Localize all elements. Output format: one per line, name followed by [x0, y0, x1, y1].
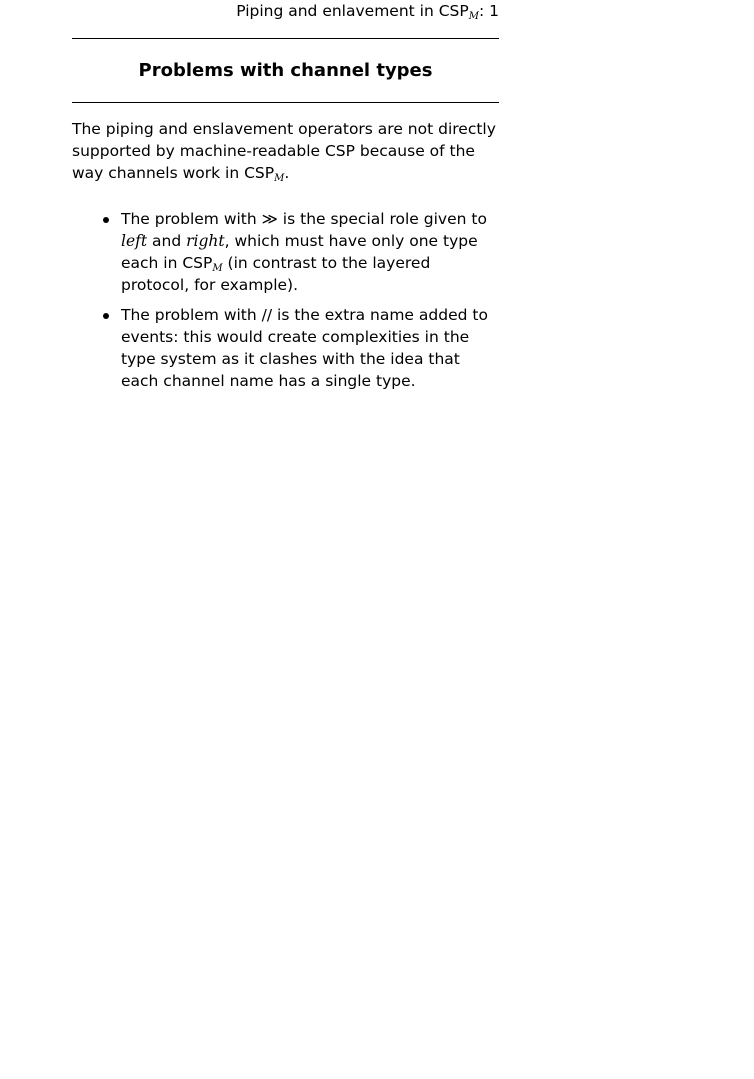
running-header-page-number: : 1 [478, 2, 499, 20]
title-rule-top [72, 38, 499, 39]
bullet-icon [103, 313, 109, 319]
list-item [72, 304, 499, 392]
running-header [236, 0, 499, 22]
bullet-text: is the special role given to [277, 210, 487, 228]
intro-subscript: M [274, 173, 285, 184]
intro-paragraph [72, 118, 499, 184]
running-header-subscript: M [468, 11, 479, 22]
bullet-text: and [147, 232, 187, 250]
bullet-text: (in contrast to the layered protocol, for example). [121, 254, 431, 294]
slide-title: Problems with channel types [138, 60, 433, 81]
left-channel-name: left [121, 232, 148, 250]
bullet-icon [103, 217, 109, 223]
piping-operator-symbol: ≫ [261, 210, 278, 228]
bullet-text: , which must have only one type each in CSP [121, 232, 478, 272]
intro-text-end: . [284, 164, 290, 182]
bullet-text: The problem with [121, 306, 262, 324]
list-item [72, 208, 499, 296]
bullet-text: is the extra name added to events: this would create complexities in the type system as it clashes with the idea that each channel name has a single type. [121, 306, 488, 390]
right-channel-name: right [186, 232, 225, 250]
running-header-text: Piping and enlavement in CSP [236, 2, 469, 20]
bullet-text: The problem with [121, 210, 262, 228]
intro-text: The piping and enslavement operators are not directly supported by machine-readable CSP because of the way channels work in CSP [72, 120, 496, 182]
title-rule-bottom [72, 102, 499, 103]
bullet-list [72, 208, 499, 400]
bullet-subscript: M [212, 263, 223, 274]
enslavement-operator-symbol: // [261, 306, 273, 324]
